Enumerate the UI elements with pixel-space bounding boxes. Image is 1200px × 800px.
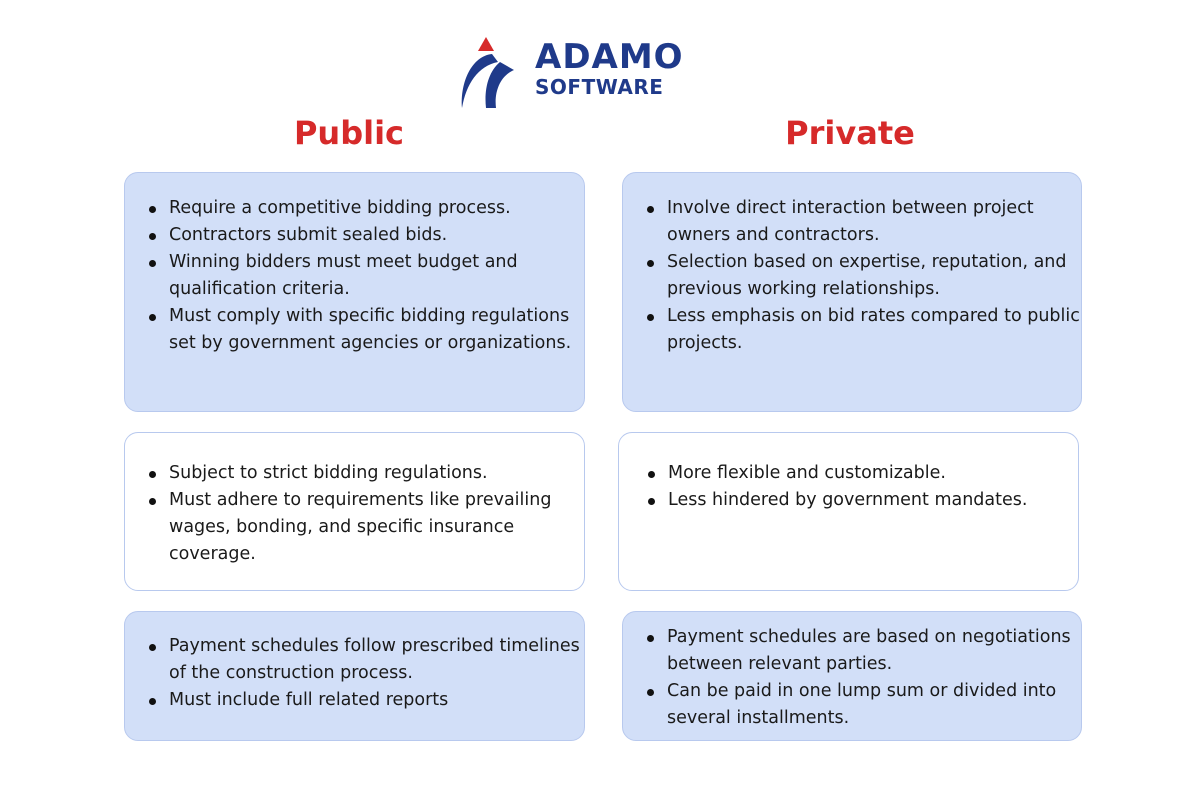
list-item: Subject to strict bidding regulations.	[169, 460, 584, 487]
private-payment-card	[622, 611, 1082, 741]
logo-wordmark-top: ADAMO	[535, 37, 684, 77]
list-item: Payment schedules are based on negotiations between relevant parties.	[667, 624, 1081, 678]
list-item: Selection based on expertise, reputation, and previous working relationships.	[667, 249, 1081, 303]
list-item: Must comply with specific bidding regulations set by government agencies or organizations.	[169, 303, 584, 357]
private-payment-list	[623, 612, 1081, 732]
logo-wordmark-bottom: SOFTWARE	[535, 75, 664, 99]
public-payment-list	[125, 612, 584, 714]
list-item: Involve direct interaction between project owners and contractors.	[667, 195, 1081, 249]
private-bidding-list	[623, 173, 1081, 357]
public-bidding-list	[125, 173, 584, 357]
list-item: Require a competitive bidding process.	[169, 195, 584, 222]
private-bidding-card	[622, 172, 1082, 412]
list-item: Less hindered by government mandates.	[668, 487, 1078, 514]
list-item: Must adhere to requirements like prevailing wages, bonding, and specific insurance coverage.	[169, 487, 584, 568]
adamo-software-logo	[458, 32, 718, 110]
list-item: Less emphasis on bid rates compared to public projects.	[667, 303, 1081, 357]
private-regulation-card	[618, 432, 1079, 591]
list-item: Must include full related reports	[169, 687, 584, 714]
private-column-title: Private	[785, 114, 915, 152]
public-payment-card	[124, 611, 585, 741]
public-regulation-list	[125, 433, 584, 568]
list-item: Contractors submit sealed bids.	[169, 222, 584, 249]
list-item: Can be paid in one lump sum or divided into several installments.	[667, 678, 1081, 732]
public-bidding-card	[124, 172, 585, 412]
public-column-title: Public	[293, 114, 405, 152]
adamo-swoosh-icon	[458, 32, 528, 110]
list-item: Winning bidders must meet budget and qualification criteria.	[169, 249, 584, 303]
list-item: Payment schedules follow prescribed timelines of the construction process.	[169, 633, 584, 687]
list-item: More flexible and customizable.	[668, 460, 1078, 487]
public-regulation-card	[124, 432, 585, 591]
private-regulation-list	[619, 433, 1078, 514]
